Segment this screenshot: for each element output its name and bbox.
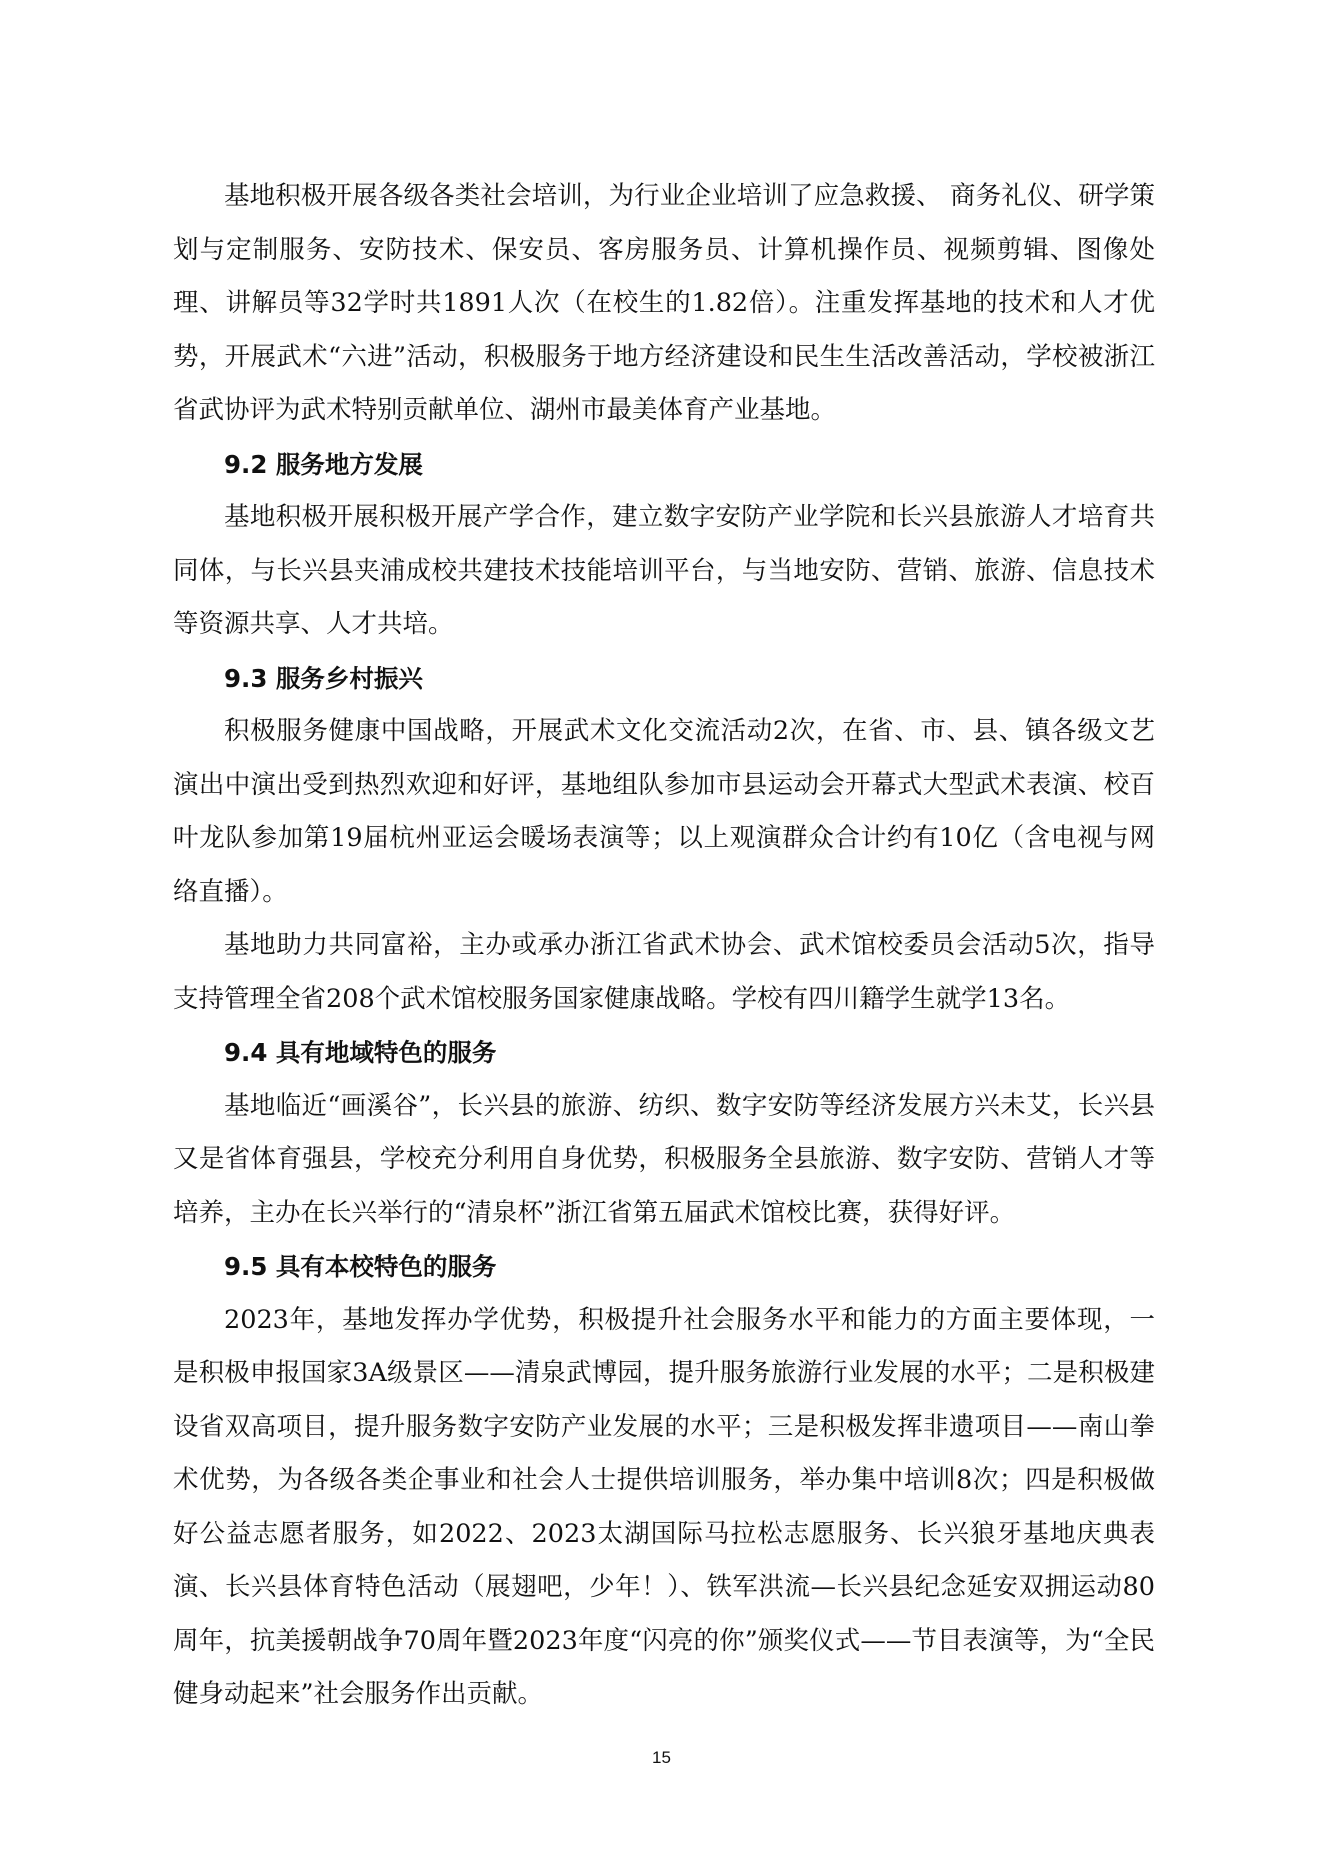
- document-body: [173, 170, 1155, 1722]
- paragraph-regional-service: 基地临近“画溪谷”，长兴县的旅游、纺织、数字安防等经济发展方兴未艾，长兴县又是省体育强县，学校充分利用自身优势，积极服务全县旅游、数字安防、营销人才等培养，主办在长兴举行的“清泉杯”浙江省第五届武术馆校比赛，获得好评。: [173, 1090, 1155, 1228]
- paragraph-common-prosperity: 基地助力共同富裕，主办或承办浙江省武术协会、武术馆校委员会活动5次，指导支持管理全省208个武术馆校服务国家健康战略。学校有四川籍学生就学13名。: [173, 930, 1155, 1014]
- paragraph-rural-revitalization: 积极服务健康中国战略，开展武术文化交流活动2次，在省、市、县、镇各级文艺演出中演出受到热烈欢迎和好评，基地组队参加市县运动会开幕式大型武术表演、校百叶龙队参加第19届杭州亚运会暖场表演等；以上观演群众合计约有10亿（含电视与网络直播）。: [173, 716, 1155, 907]
- paragraph-social-training: 基地积极开展各级各类社会培训，为行业企业培训了应急救援、 商务礼仪、研学策划与定制服务、安防技术、保安员、客房服务员、计算机操作员、视频剪辑、图像处理、讲解员等32学时共1891人次（在校生的1.82倍）。注重发挥基地的技术和人才优势，开展武术“六进”活动，积极服务于地方经济建设和民生生活改善活动，学校被浙江省武协评为武术特别贡献单位、湖州市最美体育产业基地。: [173, 181, 1155, 425]
- section-heading-9-5: 9.5 具有本校特色的服务: [224, 1252, 497, 1281]
- paragraph-local-development: 基地积极开展积极开展产学合作，建立数字安防产业学院和长兴县旅游人才培育共同体，与长兴县夹浦成校共建技术技能培训平台，与当地安防、营销、旅游、信息技术等资源共享、人才共培。: [173, 502, 1155, 639]
- paragraph-school-service: 2023年，基地发挥办学优势，积极提升社会服务水平和能力的方面主要体现，一是积极申报国家3A级景区——清泉武博园，提升服务旅游行业发展的水平；二是积极建设省双高项目，提升服务数字安防产业发展的水平；三是积极发挥非遗项目——南山拳术优势，为各级各类企事业和社会人士提供培训服务，举办集中培训8次；四是积极做好公益志愿者服务，如2022、2023太湖国际马拉松志愿服务、长兴狼牙基地庆典表演、长兴县体育特色活动（展翅吧，少年！）、铁军洪流—长兴县纪念延安双拥运动80周年，抗美援朝战争70周年暨2023年度“闪亮的你”颁奖仪式——节目表演等，为“全民健身动起来”社会服务作出贡献。: [173, 1304, 1155, 1709]
- section-heading-9-3: 9.3 服务乡村振兴: [224, 663, 423, 693]
- section-heading-9-2: 9.2 服务地方发展: [224, 449, 423, 479]
- section-heading-9-4: 9.4 具有地域特色的服务: [224, 1038, 497, 1067]
- page-number: 15: [652, 1748, 671, 1767]
